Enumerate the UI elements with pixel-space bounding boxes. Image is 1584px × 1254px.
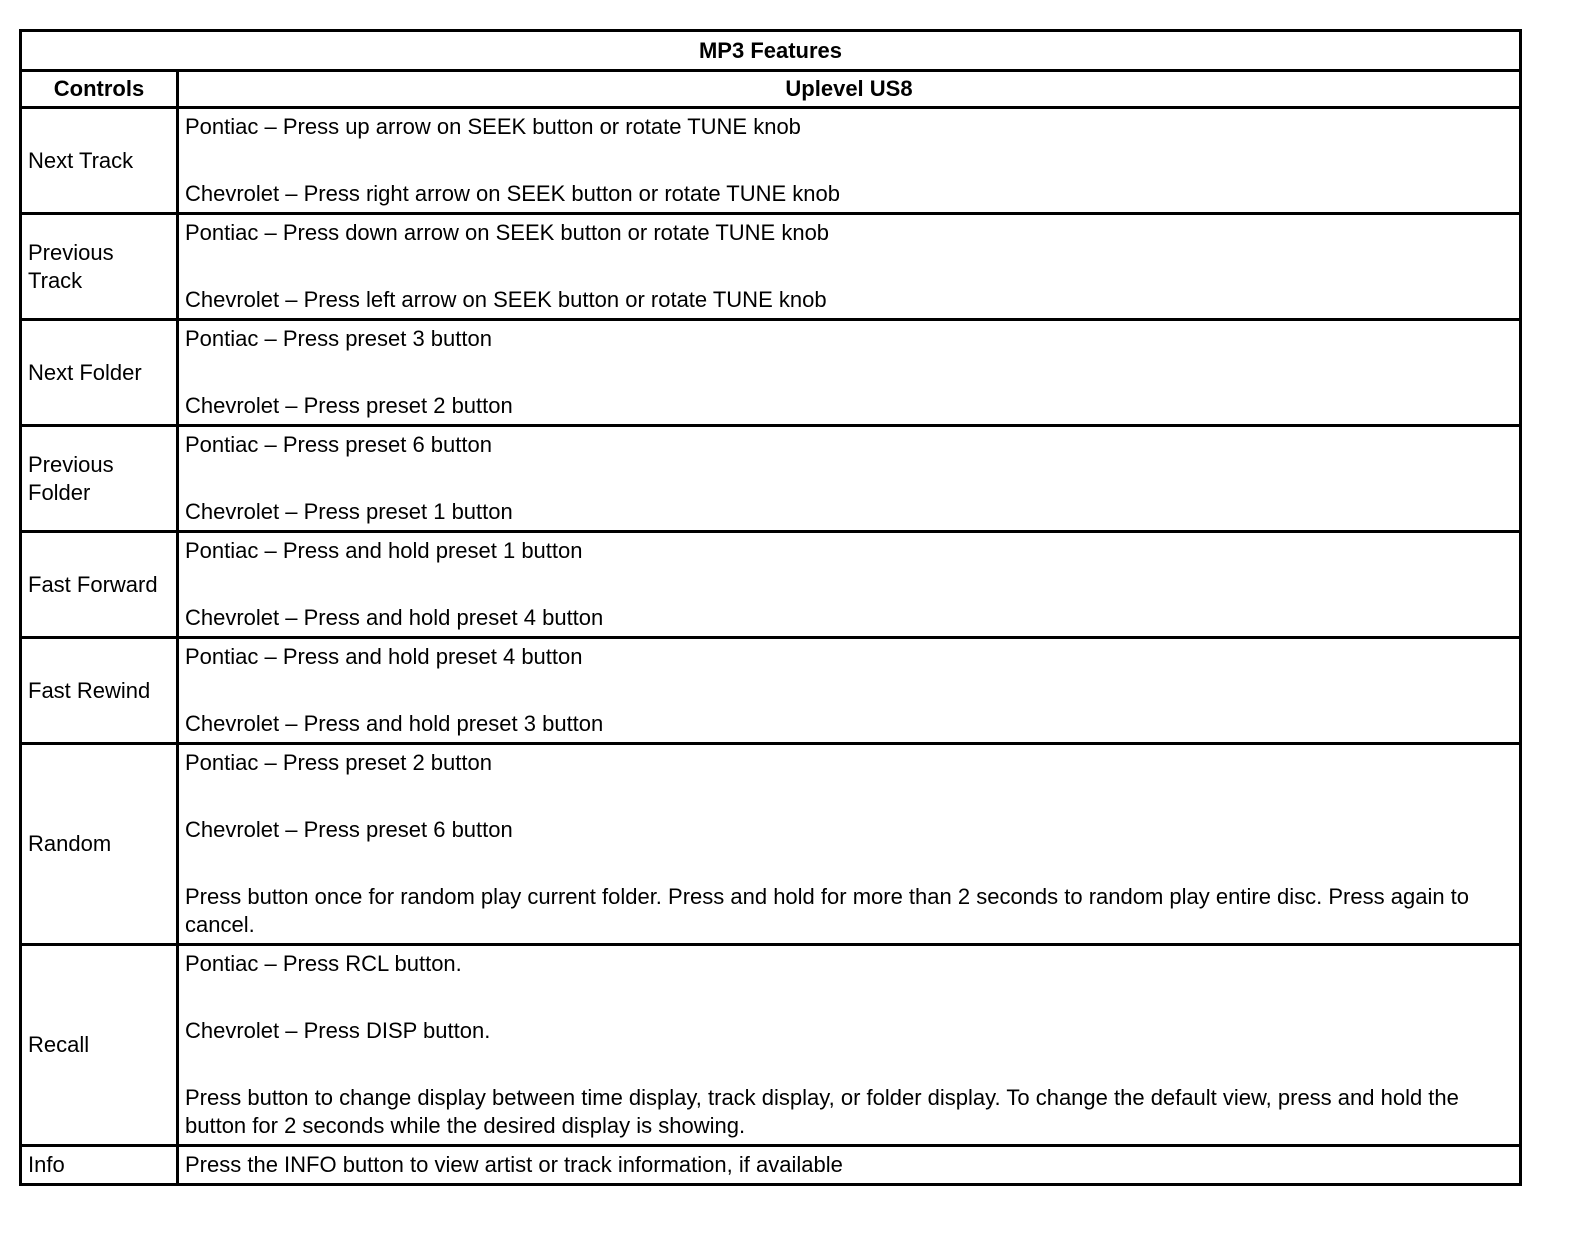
table-row-fast-forward: [21, 532, 1521, 638]
description-line: Chevrolet – Press preset 6 button: [185, 817, 513, 842]
description-line: Pontiac – Press and hold preset 4 button: [185, 644, 583, 669]
control-label: Previous Track: [21, 214, 178, 320]
description-line: Chevrolet – Press preset 2 button: [185, 393, 513, 418]
description-line: Chevrolet – Press and hold preset 4 button: [185, 605, 604, 630]
description-line: Pontiac – Press preset 3 button: [185, 326, 492, 351]
description-line: Chevrolet – Press right arrow on SEEK button or rotate TUNE knob: [185, 181, 841, 206]
description-cell: [178, 744, 1521, 945]
description-line: Press button to change display between time display, track display, or folder display. To change the default view, press and hold the button for 2 seconds while the desired display is showing.: [185, 1085, 1459, 1138]
description-line: Pontiac – Press up arrow on SEEK button or rotate TUNE knob: [185, 114, 801, 139]
description-cell: [178, 945, 1521, 1146]
mp3-features-table: [19, 29, 1522, 1186]
description-cell: [178, 320, 1521, 426]
control-label: Info: [21, 1146, 178, 1185]
table-row-next-track: [21, 108, 1521, 214]
table-row-previous-folder: [21, 426, 1521, 532]
table-title: MP3 Features: [21, 31, 1521, 71]
description-cell: [178, 214, 1521, 320]
control-label: Next Folder: [21, 320, 178, 426]
description-cell: [178, 426, 1521, 532]
control-label: Fast Forward: [21, 532, 178, 638]
description-cell: [178, 638, 1521, 744]
description-line: Pontiac – Press down arrow on SEEK button or rotate TUNE knob: [185, 220, 830, 245]
control-label: Recall: [21, 945, 178, 1146]
description-line: Pontiac – Press preset 2 button: [185, 750, 492, 775]
control-label: Random: [21, 744, 178, 945]
description-line: Press button once for random play current folder. Press and hold for more than 2 seconds to random play entire disc. Press again to cancel.: [185, 884, 1470, 937]
control-label: Next Track: [21, 108, 178, 214]
description-line: Chevrolet – Press preset 1 button: [185, 499, 513, 524]
table-title-row: [21, 31, 1521, 71]
table-row-info: [21, 1146, 1521, 1185]
description-cell: [178, 532, 1521, 638]
description-cell: [178, 1146, 1521, 1185]
table-row-previous-track: [21, 214, 1521, 320]
table-header-row: [21, 71, 1521, 108]
description-cell: [178, 108, 1521, 214]
control-label: Previous Folder: [21, 426, 178, 532]
header-uplevel-us8: Uplevel US8: [178, 71, 1521, 108]
description-line: Press the INFO button to view artist or track information, if available: [185, 1152, 843, 1177]
description-line: Pontiac – Press and hold preset 1 button: [185, 538, 583, 563]
header-controls: Controls: [21, 71, 178, 108]
description-line: Chevrolet – Press and hold preset 3 button: [185, 711, 604, 736]
table-row-random: [21, 744, 1521, 945]
description-line: Pontiac – Press preset 6 button: [185, 432, 492, 457]
description-line: Pontiac – Press RCL button.: [185, 951, 462, 976]
table-row-next-folder: [21, 320, 1521, 426]
control-label: Fast Rewind: [21, 638, 178, 744]
table-row-recall: [21, 945, 1521, 1146]
description-line: Chevrolet – Press DISP button.: [185, 1018, 491, 1043]
description-line: Chevrolet – Press left arrow on SEEK button or rotate TUNE knob: [185, 287, 827, 312]
table-row-fast-rewind: [21, 638, 1521, 744]
